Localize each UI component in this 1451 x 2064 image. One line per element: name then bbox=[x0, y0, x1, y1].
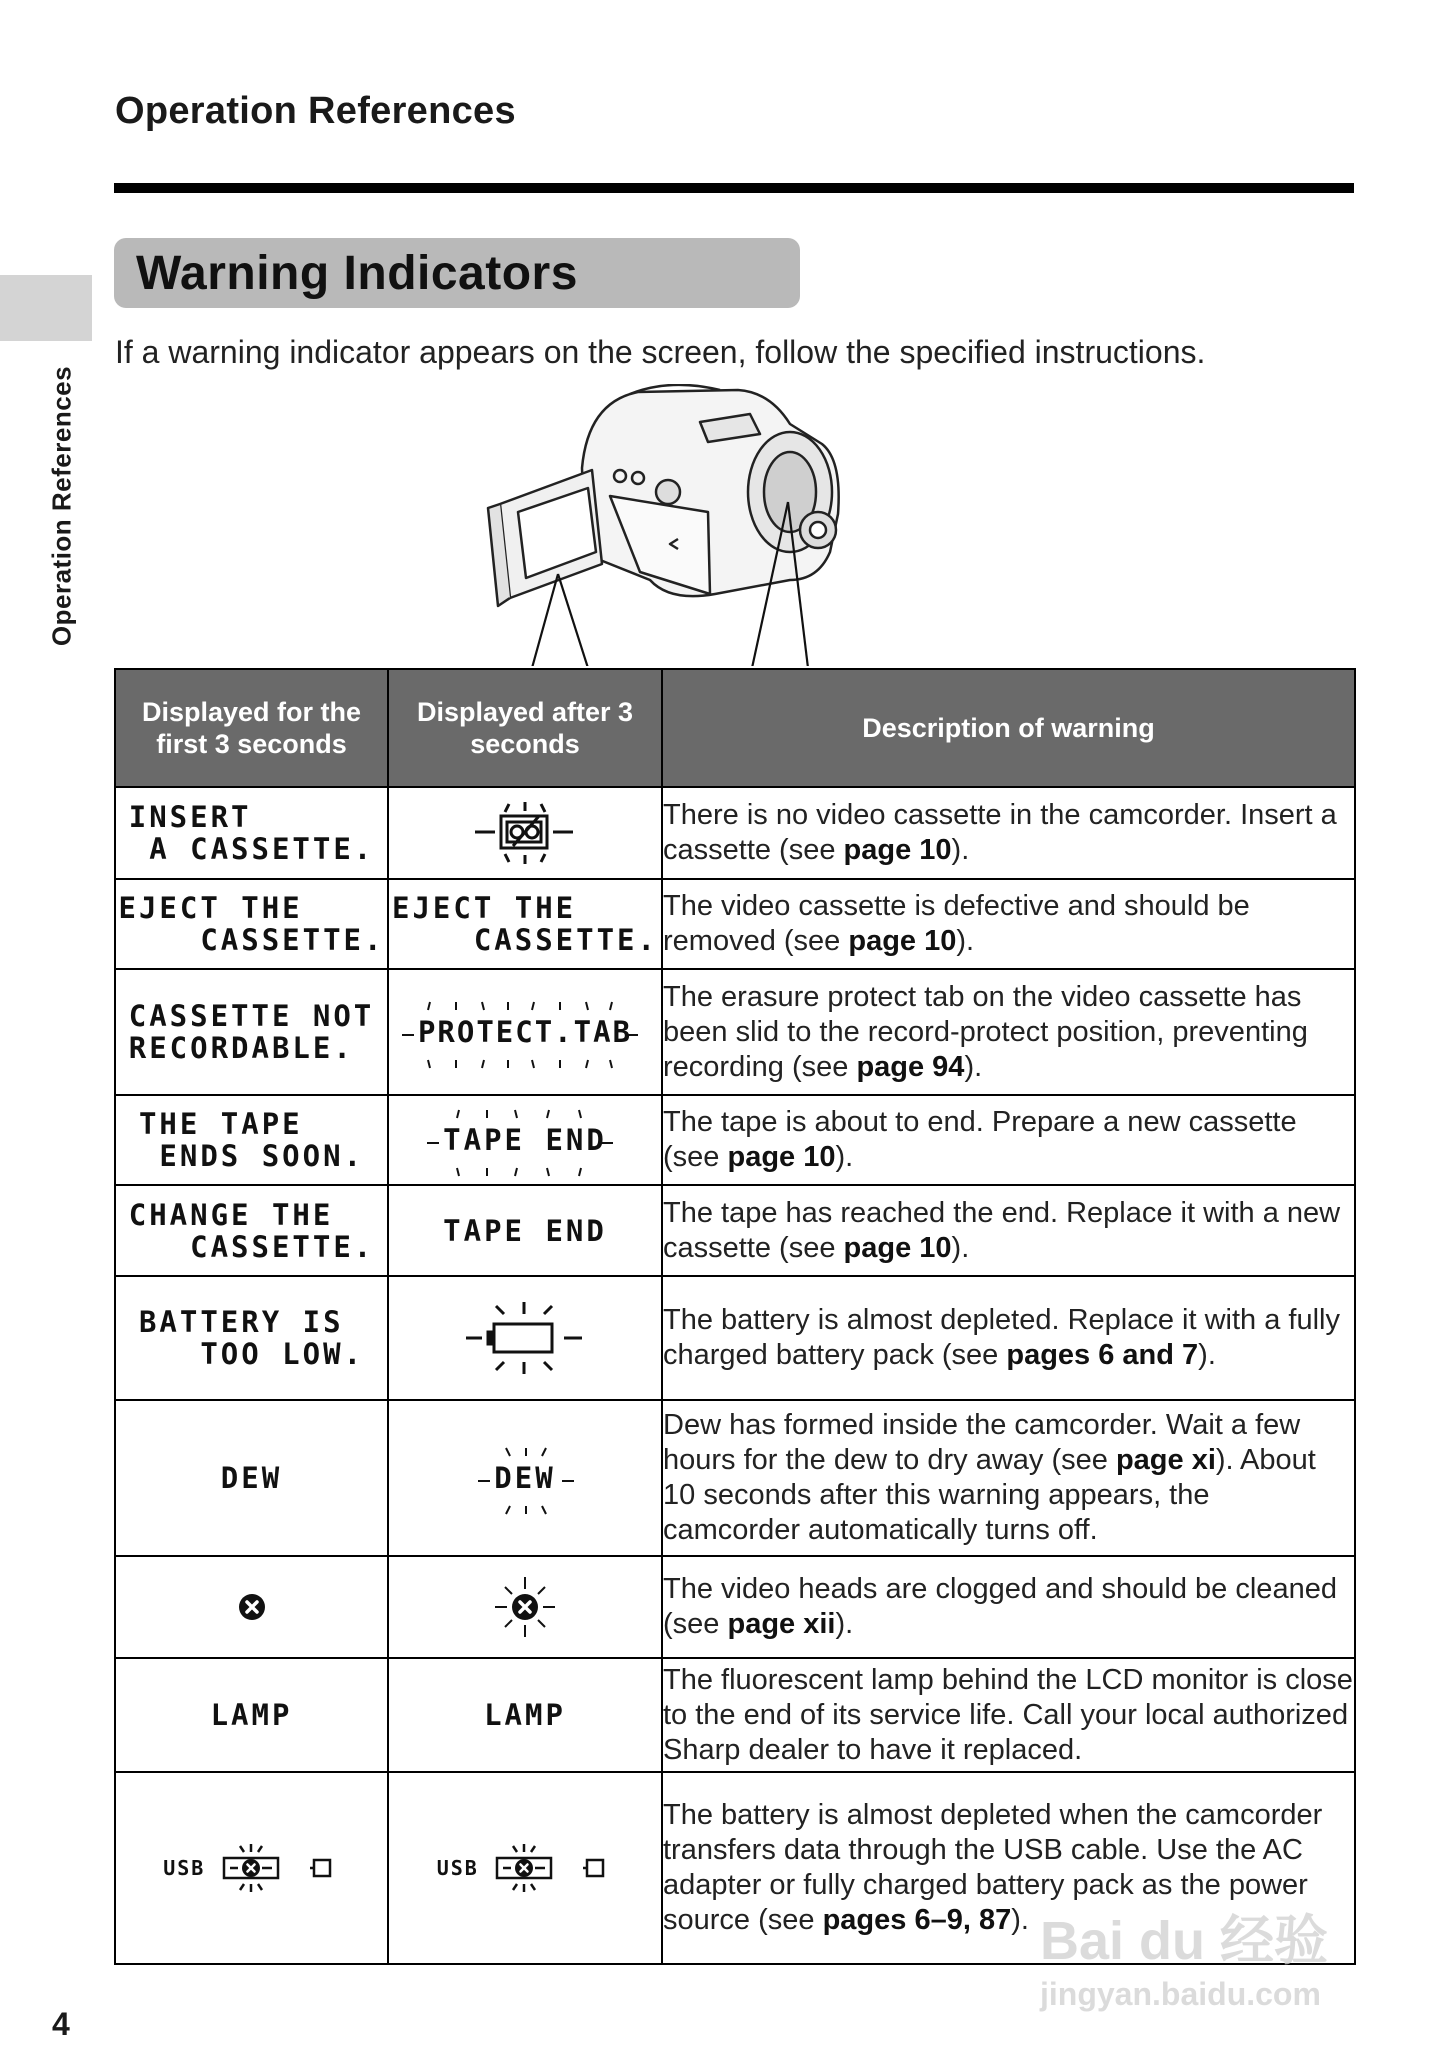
table-row bbox=[115, 1658, 1355, 1772]
after-cell bbox=[388, 1556, 662, 1658]
description-cell: Dew has formed inside the camcorder. Wait a few hours for the dew to dry away (see page xi). About 10 seconds after this warning appears, the camcorder automatically turns off. bbox=[662, 1400, 1355, 1556]
page-title: Warning Indicators bbox=[136, 246, 578, 300]
lcd-text: THE TAPE ENDS SOON. bbox=[138, 1107, 365, 1173]
after-cell bbox=[388, 1185, 662, 1276]
blinking-cassette-icon bbox=[469, 800, 581, 866]
blinking-head-clog-icon bbox=[493, 1575, 557, 1639]
table-row bbox=[115, 1400, 1355, 1556]
side-label: Operation References bbox=[46, 365, 77, 647]
table-row bbox=[115, 1095, 1355, 1185]
description-cell: The battery is almost depleted. Replace it with a fully charged battery pack (see pages 6 and 7). bbox=[662, 1276, 1355, 1400]
after-cell bbox=[388, 1400, 662, 1556]
usb-battery-head-clog-icon bbox=[210, 1840, 340, 1896]
after-cell bbox=[388, 1658, 662, 1772]
lcd-text: TAPE END bbox=[443, 1213, 607, 1248]
intro-text: If a warning indicator appears on the screen, follow the specified instructions. bbox=[115, 334, 1206, 370]
table-row bbox=[115, 1276, 1355, 1400]
lcd-text: EJECT THE CASSETTE. bbox=[392, 891, 658, 957]
lcd-text: INSERT A CASSETTE. bbox=[128, 800, 375, 866]
page-number: 4 bbox=[52, 2006, 70, 2042]
blink-rays-icon bbox=[476, 1446, 576, 1516]
lcd-text: CASSETTE NOT RECORDABLE. bbox=[128, 999, 375, 1065]
table-header-row bbox=[115, 669, 1355, 787]
section-heading: Operation References bbox=[115, 90, 516, 132]
lcd-text: LAMP bbox=[484, 1698, 566, 1732]
side-tab bbox=[0, 275, 92, 341]
watermark-url: jingyan.baidu.com bbox=[1040, 1976, 1321, 2012]
first-cell bbox=[115, 1276, 388, 1400]
description-cell: The video cassette is defective and should be removed (see page 10). bbox=[662, 879, 1355, 969]
description-cell: The fluorescent lamp behind the LCD monitor is close to the end of its service life. Call your local authorized Sharp dealer to have it replaced. bbox=[662, 1658, 1355, 1772]
blink-rays-icon bbox=[400, 1000, 640, 1070]
first-cell bbox=[115, 1772, 388, 1964]
blinking-indicator bbox=[476, 1462, 573, 1494]
camcorder-illustration bbox=[470, 384, 870, 666]
table-row bbox=[115, 879, 1355, 969]
after-cell bbox=[388, 879, 662, 969]
first-cell bbox=[115, 1400, 388, 1556]
lcd-text: PROTECT.TAB bbox=[417, 1015, 633, 1049]
lcd-text: CHANGE THE CASSETTE. bbox=[128, 1197, 375, 1264]
lcd-text: DEW bbox=[220, 1461, 283, 1495]
table-row bbox=[115, 787, 1355, 879]
description-cell: The erasure protect tab on the video cassette has been slid to the record-protect position, preventing recording (see page 94). bbox=[662, 969, 1355, 1095]
first-cell bbox=[115, 1095, 388, 1185]
header-rule bbox=[114, 183, 1354, 193]
blink-rays-icon bbox=[425, 1108, 615, 1178]
usb-label: USB bbox=[436, 1856, 479, 1880]
description-cell: The battery is almost depleted when the camcorder transfers data through the USB cable. Use the AC adapter or fully charged battery pack as the power source (see pages 6–9, 87). bbox=[662, 1772, 1355, 1964]
lcd-text: EJECT THE CASSETTE. bbox=[118, 891, 385, 957]
blinking-indicator bbox=[425, 1124, 625, 1156]
table-row bbox=[115, 1185, 1355, 1276]
first-cell bbox=[115, 1185, 388, 1276]
usb-label: USB bbox=[163, 1856, 206, 1880]
table-row bbox=[115, 1556, 1355, 1658]
after-cell bbox=[388, 1276, 662, 1400]
col-header-description: Description of warning bbox=[662, 669, 1355, 787]
first-cell bbox=[115, 969, 388, 1095]
blinking-indicator bbox=[400, 1016, 650, 1048]
description-cell: There is no video cassette in the camcorder. Insert a cassette (see page 10). bbox=[662, 787, 1355, 879]
after-cell bbox=[388, 787, 662, 879]
after-cell bbox=[388, 1772, 662, 1964]
first-cell bbox=[115, 879, 388, 969]
after-cell bbox=[388, 1095, 662, 1185]
description-cell: The tape is about to end. Prepare a new cassette (see page 10). bbox=[662, 1095, 1355, 1185]
lcd-text: TAPE END bbox=[443, 1123, 607, 1157]
head-clog-icon bbox=[237, 1592, 267, 1622]
first-cell bbox=[115, 1658, 388, 1772]
usb-battery-head-clog-blink-icon bbox=[483, 1840, 613, 1896]
watermark-logo: Bai du 经验 bbox=[1040, 1911, 1329, 1971]
col-header-first: Displayed for the first 3 seconds bbox=[115, 669, 388, 787]
lcd-text: BATTERY IS TOO LOW. bbox=[138, 1305, 365, 1371]
description-cell: The tape has reached the end. Replace it with a new cassette (see page 10). bbox=[662, 1185, 1355, 1276]
table-row bbox=[115, 969, 1355, 1095]
after-cell bbox=[388, 969, 662, 1095]
col-header-after: Displayed after 3 seconds bbox=[388, 669, 662, 787]
first-cell bbox=[115, 787, 388, 879]
title-box bbox=[114, 238, 800, 308]
blinking-battery-icon bbox=[460, 1300, 590, 1376]
warning-table bbox=[114, 668, 1356, 1965]
description-cell: The video heads are clogged and should be cleaned (see page xii). bbox=[662, 1556, 1355, 1658]
lcd-text: DEW bbox=[494, 1461, 556, 1495]
lcd-text: LAMP bbox=[210, 1698, 293, 1732]
first-cell bbox=[115, 1556, 388, 1658]
